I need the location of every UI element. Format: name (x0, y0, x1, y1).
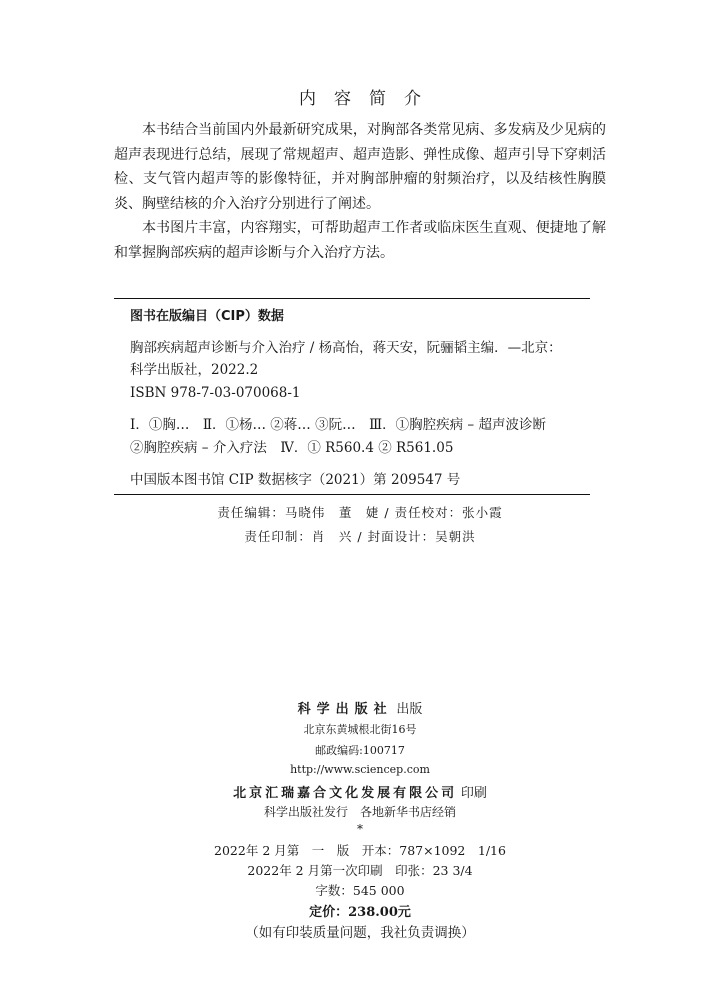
distribution-line: 科学出版社发行 各地新华书店经销 (263, 805, 456, 819)
cip-block (130, 306, 600, 492)
cip-bottom-rule (114, 494, 590, 495)
cip-title-line: 胸部疾病超声诊断与介入治疗 / 杨高怡，蒋天安，阮骊韬主编．—北京： (130, 339, 562, 356)
cip-classification-1: Ⅰ．①胸… Ⅱ．①杨… ②蒋… ③阮… Ⅲ．①胸腔疾病 – 超声波诊断 (130, 417, 546, 433)
page-title: 内容简介 (299, 89, 439, 109)
staff-line-1: 责任编辑：马晓伟 董 婕 / 责任校对：张小霞 (217, 505, 503, 520)
quality-note: （如有印装质量问题，我社负责调换） (245, 925, 475, 941)
publisher-name: 科学出版社 (297, 702, 393, 717)
printing-line: 2022年 2 月第一次印刷 印张：23 3/4 (247, 863, 473, 878)
price: 定价：238.00元 (309, 905, 411, 920)
publish-label: 出版 (396, 702, 423, 717)
cip-heading: 图书在版编目（CIP）数据 (130, 309, 284, 324)
print-label: 印刷 (460, 786, 487, 801)
cip-top-rule (114, 298, 590, 299)
printer-line (0, 782, 720, 801)
cip-verification: 中国版本图书馆 CIP 数据核字（2021）第 209547 号 (130, 472, 461, 488)
edition-line: 2022年 2 月第 一 版 开本：787×1092 1/16 (214, 843, 506, 858)
book-summary (114, 118, 606, 265)
word-count: 字数：545 000 (315, 883, 405, 898)
separator-asterisk: * (357, 822, 363, 836)
cip-publisher-line: 科学出版社，2022.2 (130, 362, 259, 378)
publisher-address: 北京东黄城根北街16号 (303, 723, 417, 736)
printer-name: 北京汇瑞嘉合文化发展有限公司 (233, 786, 458, 801)
publisher-line (0, 698, 720, 717)
cip-classification-2: ②胸腔疾病 – 介入疗法 Ⅳ．① R560.4 ② R561.05 (130, 439, 454, 456)
summary-paragraph-1: 本书结合当前国内外最新研究成果，对胸部各类常见病、多发病及少见病的超声表现进行总结，展现了常规超声、超声造影、弹性成像、超声引导下穿刺活检、支气管内超声等的影像特征，并对胸部肿瘤的射频治疗，以及结核性胸膜炎、胸壁结核的介入治疗分别进行了阐述。 (114, 122, 606, 212)
publisher-postcode: 邮政编码:100717 (315, 744, 405, 757)
cip-isbn: ISBN 978-7-03-070068-1 (130, 384, 301, 401)
publisher-url: http://www.sciencep.com (290, 763, 430, 776)
summary-paragraph-2: 本书图片丰富，内容翔实，可帮助超声工作者或临床医生直观、便捷地了解和掌握胸部疾病的超声诊断与介入治疗方法。 (114, 220, 606, 261)
staff-line-2: 责任印制：肖 兴 / 封面设计：吴朝洪 (244, 529, 476, 544)
